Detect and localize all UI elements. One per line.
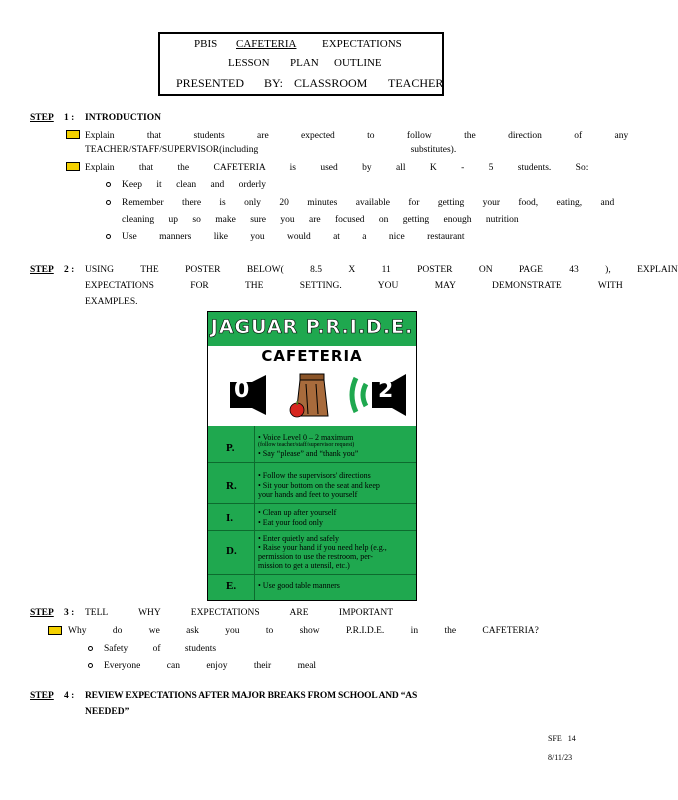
title-plan: PLAN [290,57,319,69]
row-p-line2: (follow teacher/staff/supervisor request) [258,442,355,448]
step3-sub1: Safety of students [104,644,217,654]
step3-label: STEP [30,608,54,618]
pointing-hand-icon [48,626,62,635]
step4-line1: REVIEW EXPECTATIONS AFTER MAJOR BREAKS FROM SCHOOL AND “AS [85,691,418,701]
voice-level-left: 0 [234,378,250,403]
step1-bullet1-line1: Explain that students are expected to follow the direction of any [85,131,629,141]
row-r-line3: your hands and feet to yourself [258,490,358,499]
step4-label: STEP [30,691,54,701]
step4-line2: NEEDED” [85,707,130,717]
step3-heading: TELL WHY EXPECTATIONS ARE IMPORTANT [85,608,393,618]
title-expectations: EXPECTATIONS [322,38,402,50]
step1-heading: INTRODUCTION [85,113,162,123]
step2-line3: EXAMPLES. [85,297,138,307]
title-classroom: CLASSROOM [294,76,368,90]
step1-sub2-line2: cleaning up so make sure you are focused on getting enough nutrition [122,215,519,225]
step3-bullet1: Why do we ask you to show P.R.I.D.E. in the CAFETERIA? [68,626,539,636]
step1-sub3: Use manners like you would at a nice restaurant [122,232,465,242]
title-cafeteria: CAFETERIA [236,38,297,50]
step2-number: 2 : [64,265,75,275]
row-e-line1: • Use good table manners [258,581,340,590]
letter-p: P. [226,442,235,454]
row-p-line1: • Voice Level 0 – 2 maximum [258,433,354,442]
title-by: BY: [264,76,283,90]
step2-line1: USING THE POSTER BELOW( 8.5 X 11 POSTER ON PAGE 43 ), EXPLAIN [85,265,678,275]
step2-label: STEP [30,265,54,275]
circle-bullet-icon [88,663,93,668]
apple-icon [288,400,306,418]
title-presented: PRESENTED [176,76,245,90]
pride-poster [207,311,417,601]
row-separator [208,574,416,575]
title-outline: OUTLINE [334,57,382,69]
letter-e: E. [226,580,237,592]
pointing-hand-icon [66,130,80,139]
letter-d: D. [226,545,237,557]
pointing-hand-icon [66,162,80,171]
row-d-line2: • Raise your hand if you need help (e.g., [258,543,387,552]
poster-subtitle: CAFETERIA [261,347,363,365]
step2-line2: EXPECTATIONS FOR THE SETTING. YOU MAY DEMONSTRATE WITH [85,281,623,291]
row-d-line3: permission to use the restroom, per- [258,552,373,561]
step1-sub2-line1: Remember there is only 20 minutes available for getting your food, eating, and [122,198,615,208]
title-box [158,32,444,96]
step1-bullet1-line2: TEACHER/STAFF/SUPERVISOR(including substitutes). [85,145,457,155]
circle-bullet-icon [88,646,93,651]
row-separator [208,462,416,463]
letter-r: R. [226,480,237,492]
circle-bullet-icon [106,234,111,239]
step1-number: 1 : [64,113,75,123]
step3-number: 3 : [64,608,75,618]
row-r-line2: • Sit your bottom on the seat and keep [258,481,380,490]
row-separator [208,503,416,504]
row-i-line1: • Clean up after yourself [258,508,337,517]
row-d-line4: mission to get a utensil, etc.) [258,561,350,570]
letter-i: I. [226,512,234,524]
row-r-line1: • Follow the supervisors' directions [258,471,371,480]
step1-label: STEP [30,113,54,123]
circle-bullet-icon [106,200,111,205]
row-i-line2: • Eat your food only [258,518,324,527]
row-p-line3: • Say “please” and “thank you” [258,449,359,458]
title-lesson: LESSON [228,57,270,69]
title-pbis: PBIS [194,38,218,50]
row-d-line1: • Enter quietly and safely [258,534,339,543]
voice-level-right: 2 [378,378,394,403]
title-teacher: TEACHER [388,76,444,90]
step1-sub1: Keep it clean and orderly [122,180,267,190]
poster-title: JAGUAR P.R.I.D.E. [210,316,414,338]
row-separator [208,530,416,531]
footer-date: 8/11/23 [548,753,573,762]
circle-bullet-icon [106,182,111,187]
step4-number: 4 : [64,691,75,701]
step3-sub2: Everyone can enjoy their meal [104,661,317,671]
step1-bullet2: Explain that the CAFETERIA is used by all K - 5 students. So: [85,163,589,173]
footer-code: SFE 14 [548,734,576,743]
